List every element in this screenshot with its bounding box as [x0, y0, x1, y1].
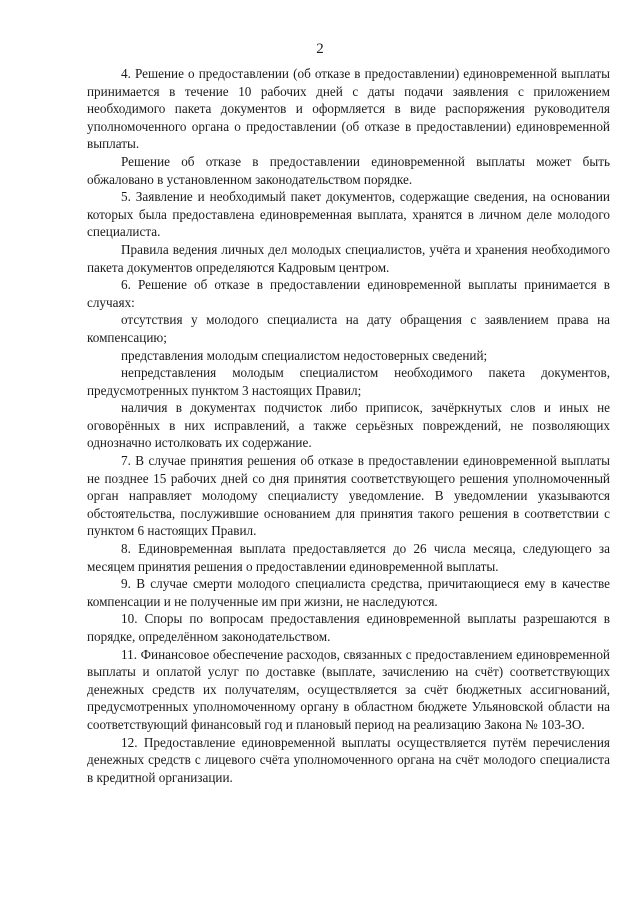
paragraph-5-rules: Правила ведения личных дел молодых специалистов, учёта и хранения необходимого пакета документов определяются Кадровым центром. — [87, 241, 610, 275]
paragraph-7: 7. В случае принятия решения об отказе в предоставлении единовременной выплаты не позднее 15 рабочих дней со дня принятия соответствующего решения уполномоченный орган направляет молодому специалисту уведомление. В уведомлении указываются обстоятельства, послужившие основанием для принятия такого решения в соответствии с пунктом 6 настоящих Правил. — [87, 453, 610, 539]
paragraph-11: 11. Финансовое обеспечение расходов, связанных с предоставлением единовременной выплаты и оплатой услуг по доставке (выплате, зачислению на счёт) соответствующих денежных средств их получателям, осуществляется за счёт бюджетных ассигнований, предусмотренных уполномоченному органу в областном бюджете Ульяновской области на соответствующий финансовый год и плановый период на реализацию Закона № 103-ЗО. — [87, 646, 610, 732]
paragraph-8: 8. Единовременная выплата предоставляется до 26 числа месяца, следующего за месяцем принятия решения о предоставлении единовременной выплаты. — [87, 541, 610, 574]
paragraph-6-case-4: наличия в документах подчисток либо приписок, зачёркнутых слов и иных не оговорённых в них исправлений, а также серьёзных повреждений, не позволяющих однозначно истолковать их содержание. — [87, 400, 610, 451]
paragraph-6-case-1: отсутствия у молодого специалиста на дату обращения с заявлением права на компенсацию; — [87, 312, 610, 345]
paragraph-5: 5. Заявление и необходимый пакет документов, содержащие сведения, на основании которых была предоставлена единовременная выплата, хранятся в личном деле молодого специалиста. — [87, 189, 610, 240]
paragraph-6: 6. Решение об отказе в предоставлении единовременной выплаты принимается в случаях: — [87, 277, 610, 310]
paragraph-4: 4. Решение о предоставлении (об отказе в предоставлении) единовременной выплаты принимается в течение 10 рабочих дней с даты подачи заявления с приложением необходимого пакета документов и оформляется в виде распоряжения руководителя уполномоченного органа о предоставлении (об отказе в предоставлении) единовременной выплаты. — [87, 66, 610, 152]
paragraph-10: 10. Споры по вопросам предоставления единовременной выплаты разрешаются в порядке, определённом законодательством. — [87, 611, 610, 644]
paragraph-6-case-2: представления молодым специалистом недостоверных сведений; — [121, 347, 488, 363]
paragraph-4-appeal: Решение об отказе в предоставлении единовременной выплаты может быть обжаловано в установленном законодательством порядке. — [87, 153, 610, 187]
paragraph-6-case-3: непредставления молодым специалистом необходимого пакета документов, предусмотренных пунктом 3 настоящих Правил; — [87, 365, 610, 398]
paragraph-12: 12. Предоставление единовременной выплаты осуществляется путём перечисления денежных средств с лицевого счёта уполномоченного органа на счёт молодого специалиста в кредитной организации. — [87, 734, 610, 785]
paragraph-9: 9. В случае смерти молодого специалиста средства, причитающиеся ему в качестве компенсации и не полученные им при жизни, не наследуются. — [87, 576, 610, 609]
page-number: 2 — [316, 41, 324, 57]
document-body — [87, 65, 610, 786]
